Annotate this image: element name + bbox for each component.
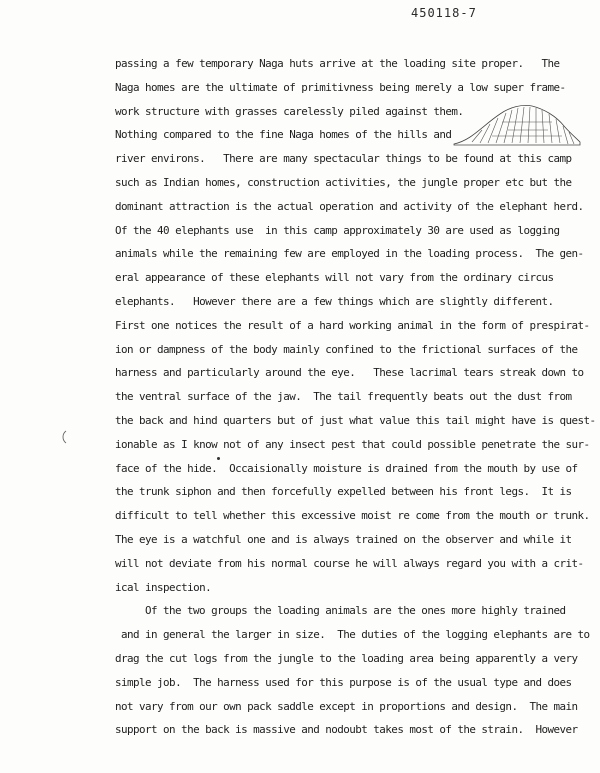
text-line: the ventral surface of the jaw. The tail frequently beats out the dust from: [115, 390, 572, 404]
text-line: ical inspection.: [115, 580, 212, 594]
text-line: ion or dampness of the body mainly confined to the frictional surfaces of the: [115, 342, 578, 356]
text-line: animals while the remaining few are employed in the loading process. The gen-: [115, 247, 584, 261]
text-line: work structure with grasses carelessly piled against them.: [115, 104, 464, 118]
text-line: drag the cut logs from the jungle to the loading area being apparently a very: [115, 651, 578, 665]
text-line: face of the hide. Occaisionally moisture is drained from the mouth by use of: [115, 461, 578, 475]
text-line: simple job. The harness used for this purpose is of the usual type and does: [115, 675, 572, 689]
text-line: difficult to tell whether this excessive moist re come from the mouth or trunk.: [115, 509, 590, 523]
text-line: The eye is a watchful one and is always trained on the observer and while it: [115, 532, 572, 546]
text-line: such as Indian homes, construction activities, the jungle proper etc but the: [115, 175, 572, 189]
page-number: 450118-7: [411, 6, 477, 20]
text-line: Of the 40 elephants use in this camp approximately 30 are used as logging: [115, 223, 560, 237]
text-line: Of the two groups the loading animals are the ones more highly trained: [145, 604, 566, 618]
text-line: not vary from our own pack saddle except in proportions and design. The main: [115, 699, 578, 713]
text-line: Naga homes are the ultimate of primitivness being merely a low super frame-: [115, 80, 566, 94]
stray-ink-dot: [217, 457, 220, 460]
margin-bracket-mark: [60, 430, 70, 444]
text-line: Nothing compared to the fine Naga homes of the hills and: [115, 128, 452, 142]
text-line: dominant attraction is the actual operation and activity of the elephant herd.: [115, 199, 584, 213]
text-line: will not deviate from his normal course he will always regard you with a crit-: [115, 556, 584, 570]
text-line: the back and hind quarters but of just what value this tail might have is quest-: [115, 413, 596, 427]
naga-hut-sketch-icon: [452, 100, 582, 148]
text-line: river environs. There are many spectacular things to be found at this camp: [115, 152, 572, 166]
text-line: and in general the larger in size. The duties of the logging elephants are to: [115, 628, 590, 642]
text-line: First one notices the result of a hard working animal in the form of prespirat-: [115, 318, 590, 332]
text-line: ionable as I know not of any insect pest that could possible penetrate the sur-: [115, 437, 590, 451]
body-text: [115, 52, 596, 742]
text-line: support on the back is massive and nodoubt takes most of the strain. However: [115, 723, 578, 737]
text-line: elephants. However there are a few things which are slightly different.: [115, 294, 554, 308]
text-line: the trunk siphon and then forcefully expelled between his front legs. It is: [115, 485, 572, 499]
text-line: harness and particularly around the eye. These lacrimal tears streak down to: [115, 366, 584, 380]
text-line: eral appearance of these elephants will not vary from the ordinary circus: [115, 271, 554, 285]
text-line: passing a few temporary Naga huts arrive at the loading site proper. The: [115, 57, 560, 70]
